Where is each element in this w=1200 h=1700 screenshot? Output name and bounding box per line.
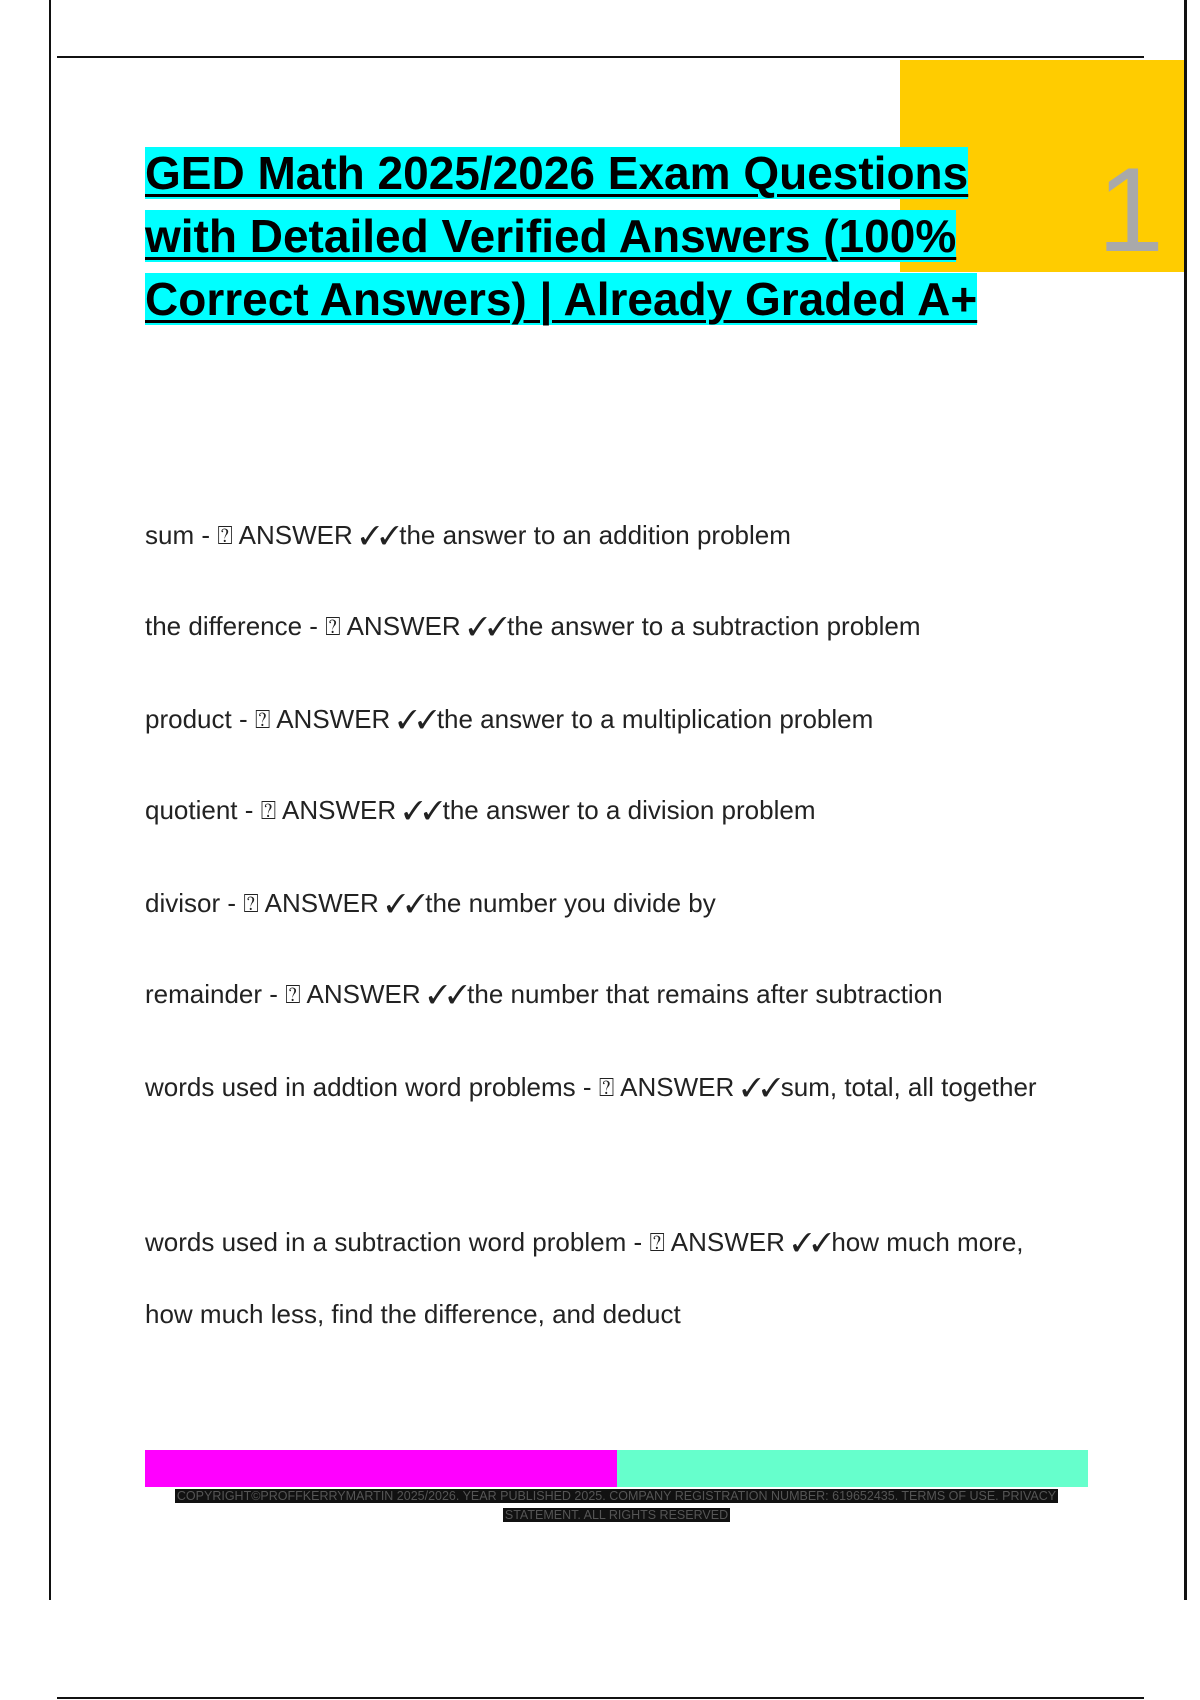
page-border-right [1184,0,1187,1600]
qa-item-divisor: divisor - ⍰ ANSWER ✓✓the number you divide by [145,888,716,918]
copyright-text: COPYRIGHT©PROFFKERRYMARTIN 2025/2026. YEAR PUBLISHED 2025. COMPANY REGISTRATION NUMBER: 619652435. TERMS OF USE. PRIVACY STATEMENT. ALL RIGHTS RESERVED [176,1489,1057,1522]
qa-item-remainder: remainder - ⍰ ANSWER ✓✓the number that remains after subtraction [145,979,943,1009]
bottom-rule [57,1697,1144,1699]
page-title-text: GED Math 2025/2026 Exam Questions with Detailed Verified Answers (100% Correct Answers) | Already Graded A+ [145,147,978,325]
qa-item-addition-words: words used in addtion word problems - ⍰ ANSWER ✓✓sum, total, all together [145,1072,1037,1102]
top-rule [57,56,1144,58]
page-title [145,142,1045,331]
qa-item-difference: the difference - ⍰ ANSWER ✓✓the answer to a subtraction problem [145,611,921,641]
footer-bar-magenta [145,1450,617,1487]
qa-item-product: product - ⍰ ANSWER ✓✓the answer to a multiplication problem [145,704,874,734]
qa-item-sum: sum - ⍰ ANSWER ✓✓the answer to an addition problem [145,520,791,550]
page-border-left [49,0,51,1600]
qa-item-subtraction-words: words used in a subtraction word problem - ⍰ ANSWER ✓✓how much more, how much less, find the difference, and deduct [145,1227,1024,1329]
footer-bar-aqua [617,1450,1088,1487]
page-number: 1 [1097,143,1164,277]
qa-item-quotient: quotient - ⍰ ANSWER ✓✓the answer to a division problem [145,795,816,825]
copyright-notice [145,1487,1088,1525]
